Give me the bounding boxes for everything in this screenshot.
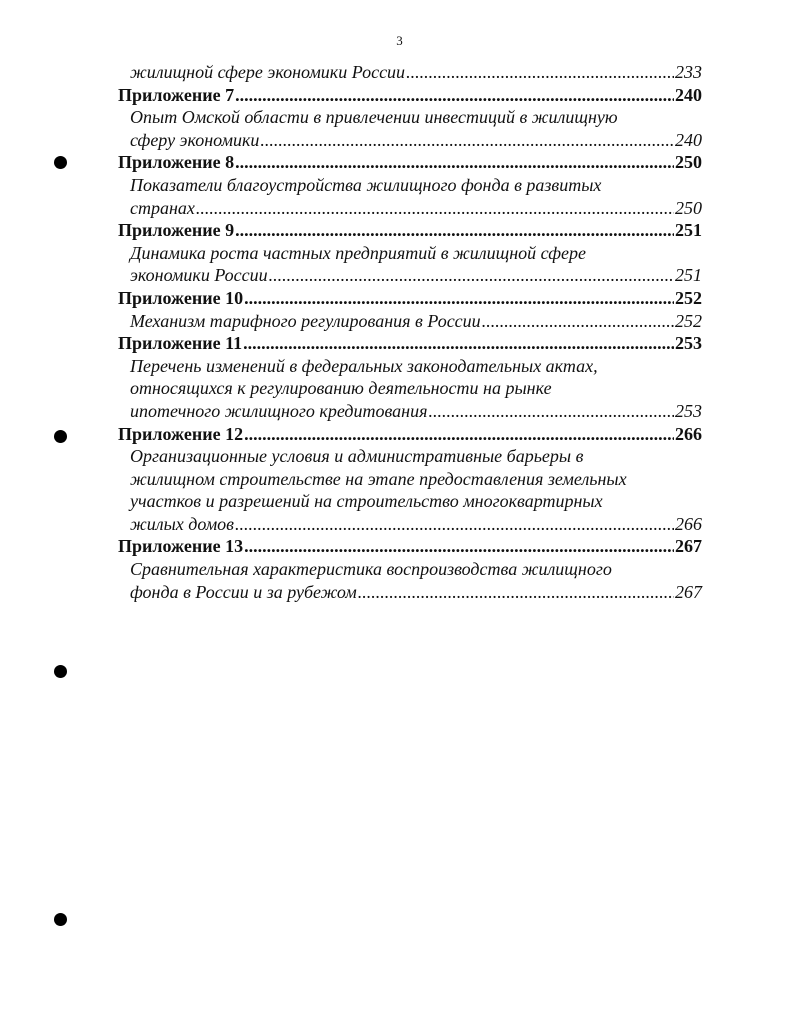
toc-entry-text: Механизм тарифного регулирования в России <box>130 310 481 331</box>
toc-page-number: 267 <box>675 581 702 602</box>
toc-entry-text: Приложение 8 <box>118 152 235 173</box>
toc-subentry-line <box>118 61 702 84</box>
toc-subentry-line <box>118 174 702 197</box>
toc-entry-text: Динамика роста частных предприятий в жилищной сфере <box>130 242 586 263</box>
toc-entry-text: Опыт Омской области в привлечении инвестиций в жилищную <box>130 107 618 128</box>
toc-entry-text: Показатели благоустройства жилищного фонда в развитых <box>130 174 602 195</box>
toc-entry-text: Приложение 10 <box>118 287 244 308</box>
toc-entry-text: жилищной сфере экономики России <box>130 62 406 82</box>
toc-appendix-entry <box>118 219 702 242</box>
dot-leader <box>244 287 674 310</box>
toc-subentry-line <box>118 197 702 220</box>
dot-leader <box>235 151 674 174</box>
toc-page-number: 251 <box>675 220 702 241</box>
toc-subentry-line <box>118 581 702 604</box>
toc-entry-text: ипотечного жилищного кредитования <box>130 400 428 421</box>
toc-entry-text: фонда в России и за рубежом <box>130 581 357 602</box>
toc-entry-text: жилых домов <box>130 513 234 534</box>
toc-page-number: 250 <box>675 152 702 173</box>
toc-page-number: 266 <box>675 513 702 534</box>
toc-appendix-entry <box>118 423 702 446</box>
dot-leader <box>235 513 674 536</box>
toc-appendix-entry <box>118 287 702 310</box>
dot-leader <box>243 332 674 355</box>
toc-subentry-line <box>118 468 702 491</box>
binder-hole-4 <box>54 913 67 926</box>
toc-page-number: 267 <box>675 536 702 557</box>
toc-entry-text: Приложение 12 <box>118 423 244 444</box>
toc-subentry-line <box>118 355 702 378</box>
toc-subentry-line <box>118 106 702 129</box>
dot-leader <box>358 581 674 604</box>
toc-entry-text: экономики России <box>130 265 268 286</box>
dot-leader <box>269 264 674 287</box>
toc-subentry-line <box>118 490 702 513</box>
toc-page-number: 240 <box>675 84 702 105</box>
binder-hole-3 <box>54 665 67 678</box>
table-of-contents <box>118 61 702 603</box>
toc-page-number: 252 <box>675 310 702 331</box>
toc-subentry-line <box>118 513 702 536</box>
binder-hole-1 <box>54 156 67 169</box>
dot-leader <box>235 84 674 107</box>
dot-leader <box>244 535 674 558</box>
dot-leader <box>235 219 674 242</box>
binder-hole-2 <box>54 430 67 443</box>
toc-entry-text: относящихся к регулированию деятельности на рынке <box>130 378 552 399</box>
toc-entry-text: Организационные условия и административные барьеры в <box>130 446 584 467</box>
toc-subentry-line <box>118 310 702 333</box>
toc-entry-text: Приложение 13 <box>118 536 244 557</box>
toc-appendix-entry <box>118 535 702 558</box>
toc-entry-text: жилищном строительстве на этапе предоставления земельных <box>130 468 627 489</box>
toc-page-number: 240 <box>675 129 702 150</box>
toc-subentry-line <box>118 558 702 581</box>
dot-leader <box>260 129 674 152</box>
toc-entry-text: участков и разрешений на строительство многоквартирных <box>130 491 603 512</box>
toc-page-number: 253 <box>675 333 702 354</box>
toc-subentry-line <box>118 377 702 400</box>
toc-entry-text: Приложение 7 <box>118 84 235 105</box>
toc-entry-text: Сравнительная характеристика воспроизводства жилищного <box>130 559 612 580</box>
toc-subentry-line <box>118 400 702 423</box>
dot-leader <box>482 310 674 333</box>
toc-appendix-entry <box>118 84 702 107</box>
toc-appendix-entry <box>118 151 702 174</box>
toc-page-number: 233 <box>675 62 702 82</box>
toc-entry-text: Приложение 11 <box>118 333 243 354</box>
toc-entry-text: странах <box>130 197 195 218</box>
toc-subentry-line <box>118 445 702 468</box>
toc-page-number: 250 <box>675 197 702 218</box>
toc-subentry-line <box>118 264 702 287</box>
toc-appendix-entry <box>118 332 702 355</box>
dot-leader <box>244 423 674 446</box>
toc-page-number: 266 <box>675 423 702 444</box>
toc-subentry-line <box>118 129 702 152</box>
toc-subentry-line <box>118 242 702 265</box>
toc-entry-text: Приложение 9 <box>118 220 235 241</box>
page-number: 3 <box>396 33 403 48</box>
toc-page-number: 253 <box>675 400 702 421</box>
toc-entry-text: Перечень изменений в федеральных законодательных актах, <box>130 355 598 376</box>
toc-entry-text: сферу экономики <box>130 129 260 150</box>
toc-page-number: 252 <box>675 287 702 308</box>
toc-page-number: 251 <box>675 265 702 286</box>
dot-leader <box>428 400 674 423</box>
dot-leader <box>196 197 674 220</box>
dot-leader <box>406 61 674 84</box>
